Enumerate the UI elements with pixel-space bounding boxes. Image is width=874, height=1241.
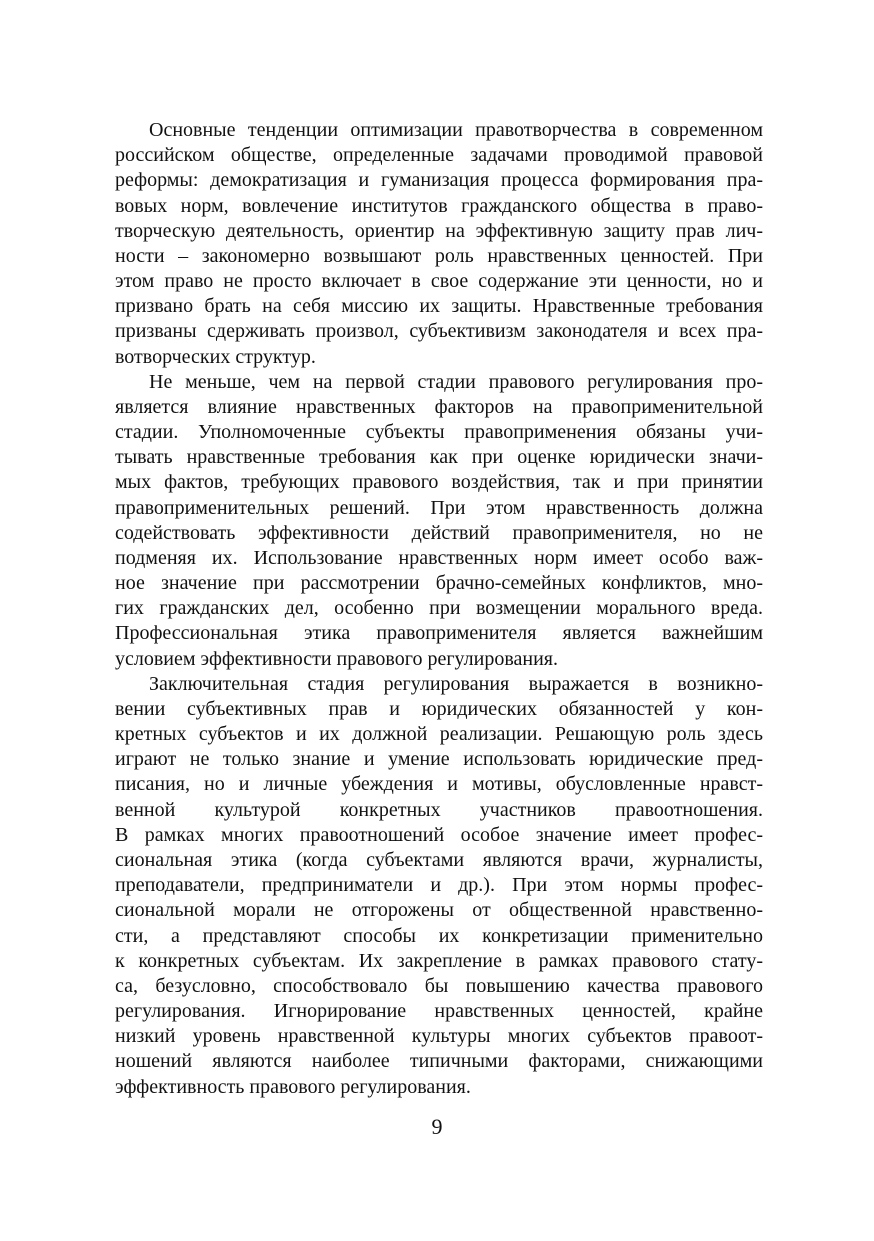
paragraph-2-line-3: стадии. Уполномоченные субъекты правоприменения обязаны учи-	[115, 421, 763, 444]
paragraph-3-line-9: преподаватели, предприниматели и др.). При этом нормы профес-	[115, 874, 763, 897]
paragraph-1-line-7: этом право не просто включает в свое содержание эти ценности, но и	[115, 270, 763, 293]
paragraph-3-line-13: са, безусловно, способствовало бы повышению качества правового	[115, 974, 763, 997]
paragraph-3-line-8: сиональная этика (когда субъектами являются врачи, журналисты,	[115, 848, 763, 871]
paragraph-3-line-10: сиональной морали не отгорожены от общественной нравственно-	[115, 899, 763, 922]
paragraph-2-line-10: гих гражданских дел, особенно при возмещении морального вреда.	[115, 597, 763, 620]
paragraph-3-line-14: регулирования. Игнорирование нравственных ценностей, крайне	[115, 1000, 763, 1023]
paragraph-1-line-5: творческую деятельность, ориентир на эффективную защиту прав лич-	[115, 219, 763, 242]
paragraph-1-line-2: российском обществе, определенные задачами проводимой правовой	[115, 144, 763, 167]
paragraph-2-line-8: подменяя их. Использование нравственных норм имеет особо важ-	[115, 546, 763, 569]
paragraph-2-line-2: является влияние нравственных факторов на правоприменительной	[115, 395, 763, 418]
paragraph-3-line-5: писания, но и личные убеждения и мотивы, обусловленные нравст-	[115, 773, 763, 796]
paragraph-3-line-16: ношений являются наиболее типичными факторами, снижающими	[115, 1050, 763, 1073]
paragraph-1-line-8: призвано брать на себя миссию их защиты. Нравственные требования	[115, 295, 763, 318]
paragraph-1-line-3: реформы: демократизация и гуманизация процесса формирования пра-	[115, 169, 763, 192]
paragraph-1-line-4: вовых норм, вовлечение институтов гражданского общества в право-	[115, 194, 763, 217]
paragraph-2-line-9: ное значение при рассмотрении брачно-семейных конфликтов, мно-	[115, 572, 763, 595]
paragraph-3-line-11: сти, а представляют способы их конкретизации применительно	[115, 924, 763, 947]
paragraph-1-line-1: Основные тенденции оптимизации правотворчества в современном	[149, 119, 763, 141]
paragraph-3-line-12: к конкретных субъектам. Их закрепление в рамках правового стату-	[115, 949, 763, 972]
paragraph-1-line-9: призваны сдерживать произвол, субъективизм законодателя и всех пра-	[115, 320, 763, 343]
paragraph-2-line-6: правоприменительных решений. При этом нравственность должна	[115, 496, 763, 519]
paragraph-3-line-3: кретных субъектов и их должной реализации. Решающую роль здесь	[115, 723, 763, 746]
paragraph-3-line-4: играют не только знание и умение использовать юридические пред-	[115, 748, 763, 771]
paragraph-2-line-1: Не меньше, чем на первой стадии правового регулирования про-	[149, 370, 763, 393]
paragraph-3-line-6: венной культурой конкретных участников правоотношения.	[115, 798, 763, 821]
paragraph-3-line-2: вении субъективных прав и юридических обязанностей у кон-	[115, 697, 763, 720]
paragraph-2-line-7: содействовать эффективности действий правоприменителя, но не	[115, 521, 763, 544]
paragraph-2-line-12: условием эффективности правового регулирования.	[115, 647, 558, 670]
paragraph-3-line-15: низкий уровень нравственной культуры многих субъектов правоот-	[115, 1025, 763, 1048]
page-number: 9	[431, 1114, 443, 1139]
body-text	[115, 118, 763, 1100]
paragraph-1-line-6: ности – закономерно возвышают роль нравственных ценностей. При	[115, 244, 763, 267]
paragraph-3-line-1: Заключительная стадия регулирования выражается в возникно-	[149, 672, 763, 695]
paragraph-2-line-11: Профессиональная этика правоприменителя является важнейшим	[115, 622, 763, 645]
paragraph-2-line-4: тывать нравственные требования как при оценке юридически значи-	[115, 446, 763, 469]
paragraph-1-line-10: вотворческих структур.	[115, 345, 316, 368]
paragraph-3-line-7: В рамках многих правоотношений особое значение имеет профес-	[115, 823, 763, 846]
paragraph-2-line-5: мых фактов, требующих правового воздействия, так и при принятии	[115, 471, 763, 494]
paragraph-3-line-17: эффективность правового регулирования.	[115, 1075, 471, 1098]
